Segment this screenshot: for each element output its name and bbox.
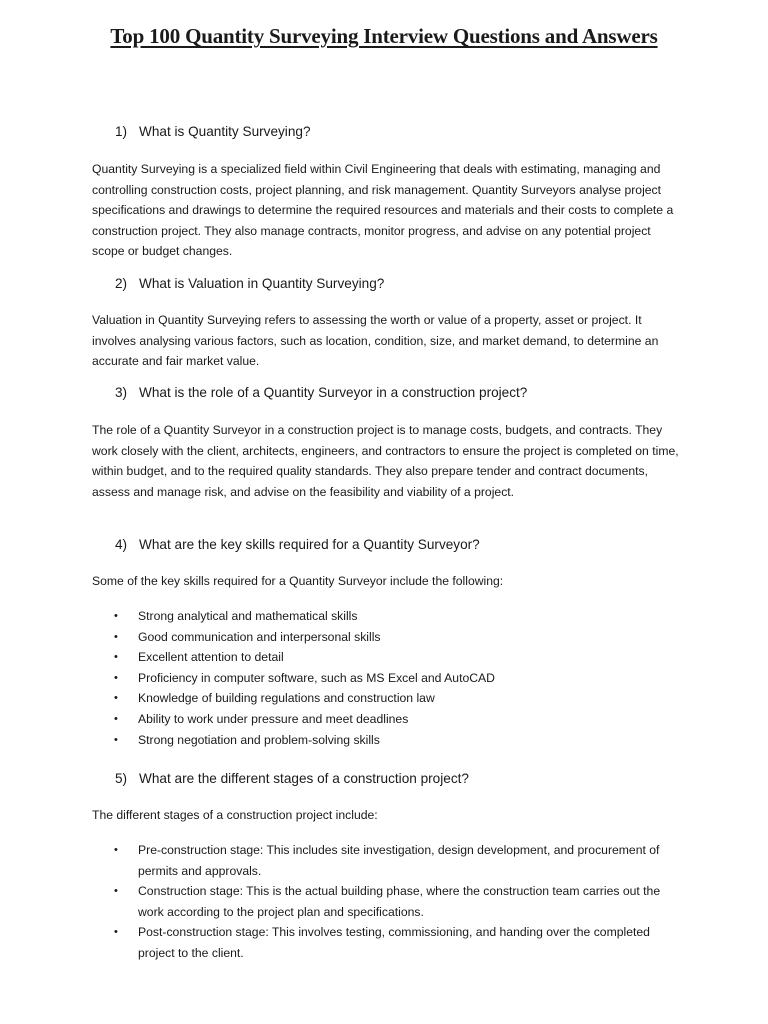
answer-4: Some of the key skills required for a Quantity Surveyor include the following: bbox=[92, 574, 504, 588]
bullet-icon: • bbox=[114, 610, 118, 622]
bullet-icon: • bbox=[114, 885, 118, 898]
list-item: • Excellent attention to detail bbox=[92, 647, 692, 668]
question-1-heading bbox=[115, 124, 311, 139]
list-item: • Good communication and interpersonal skills bbox=[92, 627, 692, 648]
question-4-number: 4) bbox=[115, 537, 128, 552]
question-5-heading bbox=[115, 771, 469, 786]
question-2-number: 2) bbox=[115, 276, 128, 291]
answer-2: Valuation in Quantity Surveying refers to assessing the worth or value of a property, asset or project. It involves analysing various factors, such as location, condition, size, and market demand, to determine an accurate and fair market value. bbox=[92, 313, 659, 369]
answer-1: Quantity Surveying is a specialized field within Civil Engineering that deals with estimating, managing and controlling construction costs, project planning, and risk management. Quantity Surveyors analyse project specifications and drawings to determine the required resources and materials and their costs to complete a construction project. They also manage contracts, monitor progress, and advise on any potential project scope or budget changes. bbox=[92, 162, 674, 259]
bullet-icon: • bbox=[114, 712, 118, 725]
answer-5: The different stages of a construction project include: bbox=[92, 808, 378, 822]
bullet-icon: • bbox=[114, 844, 118, 856]
bullet-icon: • bbox=[114, 692, 118, 705]
question-4-heading bbox=[115, 537, 480, 552]
document-title: Top 100 Quantity Surveying Interview Questions and Answers bbox=[110, 24, 658, 48]
bullet-icon: • bbox=[114, 630, 118, 643]
answer-3: The role of a Quantity Surveyor in a construction project is to manage costs, budgets, and contracts. They work closely with the client, architects, engineers, and contractors to ensure the project is completed on time, within budget, and to the required quality standards. They also prepare tender and contract documents, assess and manage risk, and advise on the feasibility and viability of a project. bbox=[92, 423, 679, 499]
question-3-text: What is the role of a Quantity Surveyor in a construction project? bbox=[139, 385, 528, 400]
question-5-number: 5) bbox=[115, 771, 128, 786]
skills-list bbox=[92, 606, 692, 750]
list-item: • Knowledge of building regulations and construction law bbox=[92, 688, 692, 709]
question-2-text: What is Valuation in Quantity Surveying? bbox=[139, 276, 385, 291]
list-item: • Post-construction stage: This involves testing, commissioning, and handing over the completed project to the client. bbox=[92, 922, 692, 963]
question-3-number: 3) bbox=[115, 385, 128, 400]
list-item: • Construction stage: This is the actual building phase, where the construction team carries out the work according to the project plan and specifications. bbox=[92, 881, 692, 922]
bullet-icon: • bbox=[114, 651, 118, 664]
list-item: • Pre-construction stage: This includes site investigation, design development, and procurement of permits and approvals. bbox=[92, 840, 692, 881]
question-3-heading bbox=[115, 385, 527, 400]
question-1-text: What is Quantity Surveying? bbox=[139, 124, 311, 139]
list-item: • Strong analytical and mathematical skills bbox=[92, 606, 692, 627]
list-item: • Strong negotiation and problem-solving skills bbox=[92, 730, 692, 751]
question-2-heading bbox=[115, 276, 384, 291]
bullet-icon: • bbox=[114, 733, 118, 746]
bullet-icon: • bbox=[114, 926, 118, 939]
question-1-number: 1) bbox=[115, 124, 128, 139]
list-item: • Proficiency in computer software, such as MS Excel and AutoCAD bbox=[92, 668, 692, 689]
question-4-text: What are the key skills required for a Quantity Surveyor? bbox=[139, 537, 480, 552]
stages-list bbox=[92, 840, 692, 964]
bullet-icon: • bbox=[114, 671, 118, 684]
question-5-text: What are the different stages of a construction project? bbox=[139, 771, 469, 786]
list-item: • Ability to work under pressure and meet deadlines bbox=[92, 709, 692, 730]
